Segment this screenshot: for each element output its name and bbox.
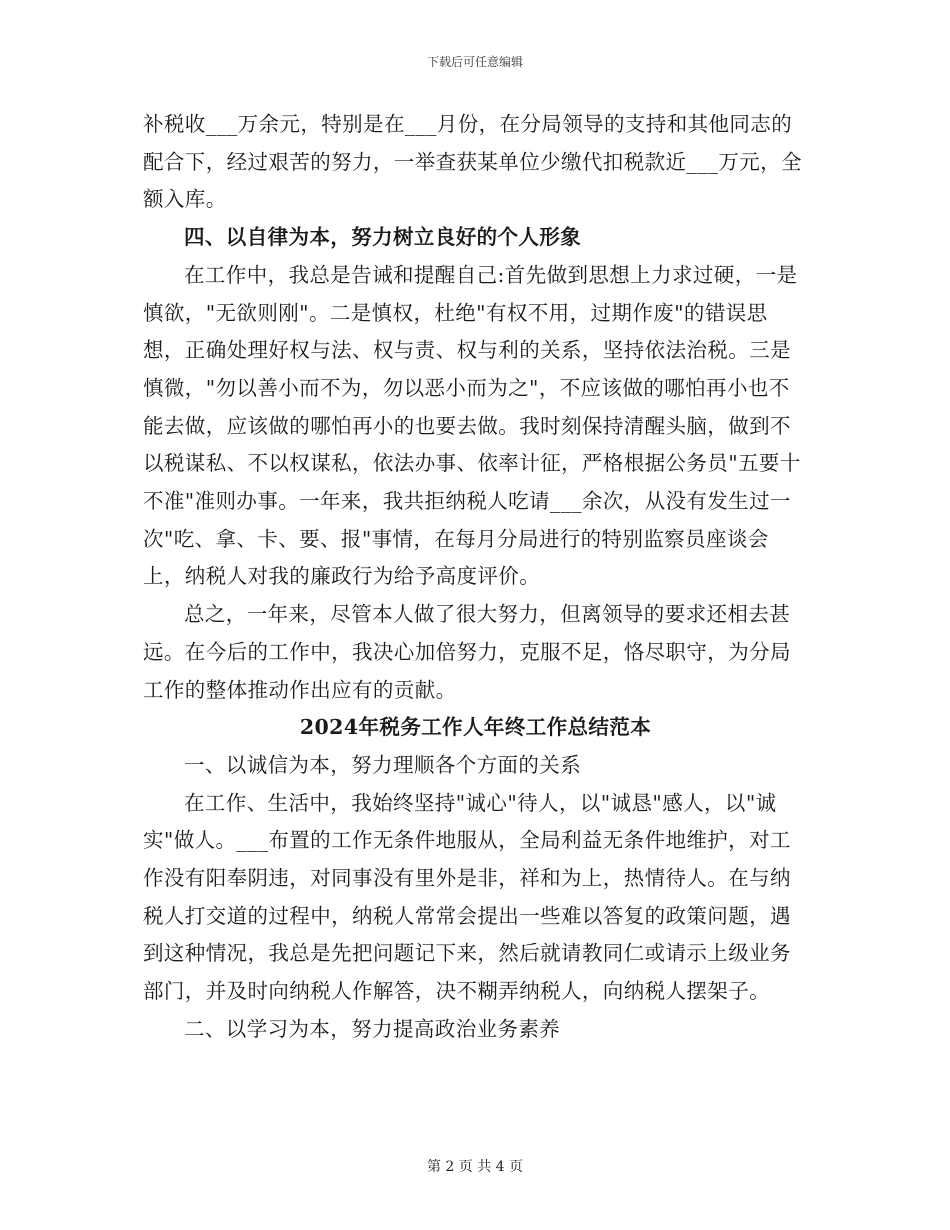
section-heading-integrity: 一、以诚信为本，努力理顺各个方面的关系 [184,752,582,777]
paragraph-self-discipline: 在工作中，我总是告诫和提醒自己:首先做到思想上力求过硬，一是慎欲，"无欲则刚"。二是慎权，杜绝"有权不用，过期作废"的错误思想，正确处理好权与法、权与责、权与利的关系，坚持依法治税。三是慎微，"勿以善小而不为，勿以恶小而为之"，不应该做的哪怕再小也不能去做，应该做的哪怕再小的也要去做。我时刻保持清醒头脑，做到不以税谋私、不以权谋私，依法办事、依率计征，严格根据公务员"五要十不准"准则办事。一年来，我共拒纳税人吃请___余次，从没有发生过一次"吃、拿、卡、要、报"事情，在每月分局进行的特别监察员座谈会上，纳税人对我的廉政行为给予高度评价。 [143,262,801,589]
paragraph-tax-recovery: 补税收___万余元，特别是在___月份，在分局领导的支持和其他同志的配合下，经过艰苦的努力，一举查获某单位少缴代扣税款近___万元，全额入库。 [143,112,802,212]
paragraph-conclusion: 总之，一年来，尽管本人做了很大努力，但离领导的要求还相去甚远。在今后的工作中，我决心加倍努力，克服不足，恪尽职守，为分局工作的整体推动作出应有的贡献。 [143,602,791,702]
header-note: 下载后可任意编辑 [426,55,523,69]
page-number: 第 2 页 共 4 页 [426,1159,524,1175]
section-heading-learning: 二、以学习为本，努力提高政治业务素养 [184,1016,561,1041]
document-body [143,106,808,1049]
paragraph-integrity: 在工作、生活中，我始终坚持"诚心"待人，以"诚恳"感人，以"诚实"做人。___布置的工作无条件地服从，全局利益无条件地维护，对工作没有阳奉阴违，对同事没有里外是非，祥和为上，热情待人。在与纳税人打交道的过程中，纳税人常常会提出一些难以答复的政策问题，遇到这种情况，我总是先把问题记下来，然后就请教同仁或请示上级业务部门，并及时向纳税人作解答，决不糊弄纳税人，向纳税人摆架子。 [143,790,791,1004]
section-heading-self-discipline: 四、以自律为本，努力树立良好的个人形象 [184,225,582,250]
document-title: 2024年税务工作人年终工作总结范本 [299,715,652,740]
